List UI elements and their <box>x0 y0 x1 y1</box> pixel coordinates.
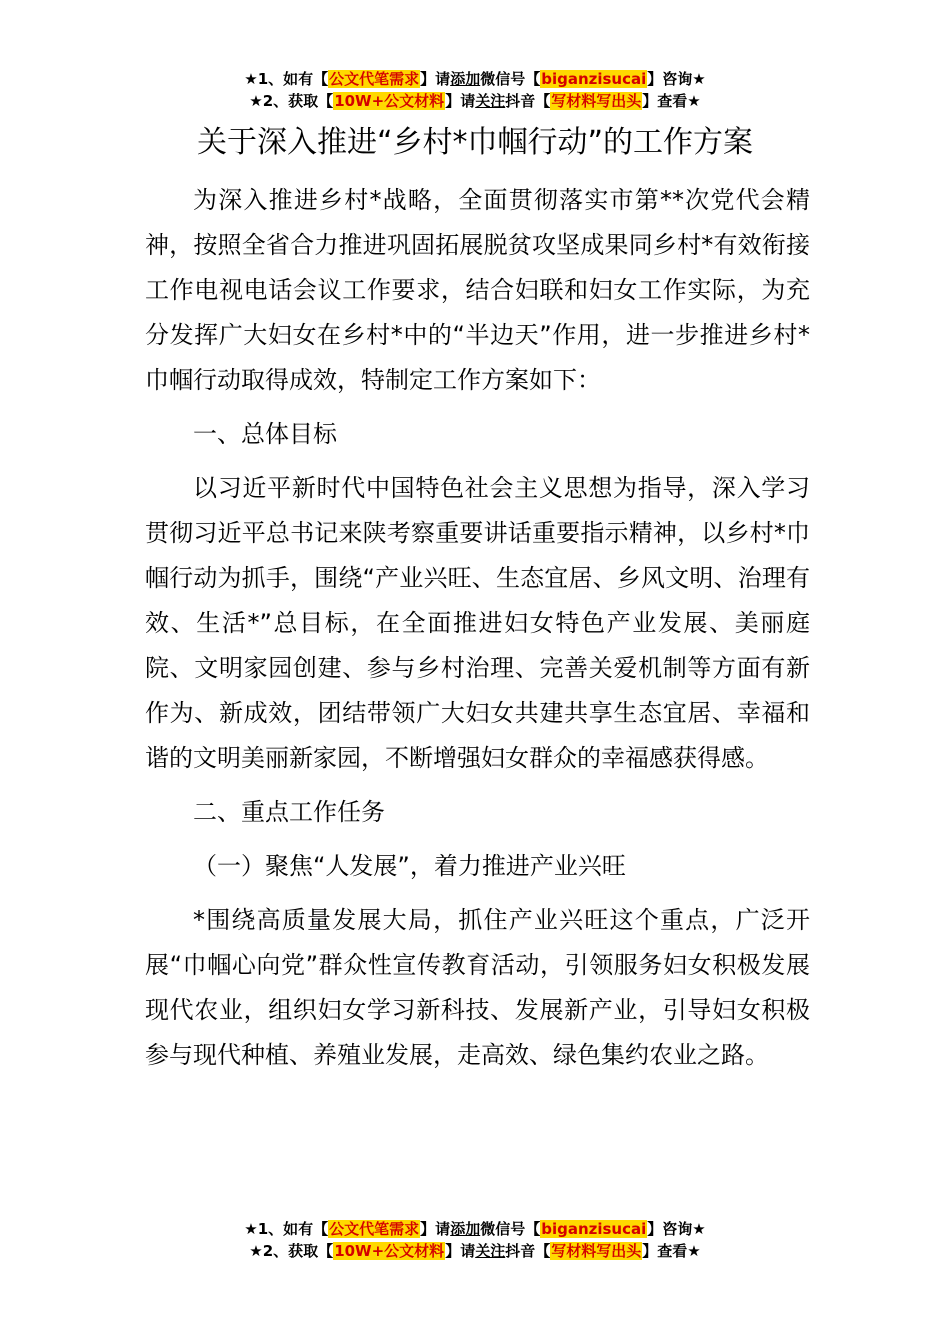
subsection-heading-1: （一）聚焦“人发展”，着力推进产业兴旺 <box>193 852 626 880</box>
notice-line-2: ★2、获取【10W+公文材料】请关注抖音【写材料写出头】查看★ <box>249 92 701 110</box>
top-notice <box>0 68 950 112</box>
notice-highlight: 公文代笔需求 <box>329 70 420 88</box>
section-heading-2: 二、重点工作任务 <box>193 798 385 826</box>
wechat-id: biganzisucai <box>541 1220 647 1238</box>
notice-line-2: ★2、获取【10W+公文材料】请关注抖音【写材料写出头】查看★ <box>249 1242 701 1260</box>
notice-line-1: ★1、如有【公文代笔需求】请添加微信号【biganzisucai】咨询★ <box>244 1220 706 1238</box>
document-title: 关于深入推进“乡村*巾帼行动”的工作方案 <box>196 125 754 160</box>
section-body-1: 以习近平新时代中国特色社会主义思想为指导，深入学习贯彻习近平总书记来陕考察重要讲话重要指示精神，以乡村*巾帼行动为抓手，围绕“产业兴旺、生态宜居、乡风文明、治理有效、生活*”总目标，在全面推进妇女特色产业发展、美丽庭院、文明家园创建、参与乡村治理、完善关爱机制等方面有新作为、新成效，团结带领广大妇女共建共享生态宜居、幸福和谐的文明美丽新家园，不断增强妇女群众的幸福感获得感。 <box>145 474 810 772</box>
subsection-body-1: *围绕高质量发展大局，抓住产业兴旺这个重点，广泛开展“巾帼心向党”群众性宣传教育活动，引领服务妇女积极发展现代农业，组织妇女学习新科技、发展新产业，引导妇女积极参与现代种植、养殖业发展，走高效、绿色集约农业之路。 <box>145 906 810 1069</box>
section-heading-1: 一、总体目标 <box>193 420 337 448</box>
notice-highlight: 10W+公文材料 <box>334 92 445 110</box>
wechat-id: biganzisucai <box>541 70 647 88</box>
notice-line-1: ★1、如有【公文代笔需求】请添加微信号【biganzisucai】咨询★ <box>244 70 706 88</box>
document-body <box>145 178 810 1078</box>
douyin-account: 写材料写出头 <box>551 1242 642 1260</box>
intro-paragraph: 为深入推进乡村*战略，全面贯彻落实市第**次党代会精神，按照全省合力推进巩固拓展脱贫攻坚成果同乡村*有效衔接工作电视电话会议工作要求，结合妇联和妇女工作实际，为充分发挥广大妇女在乡村*中的“半边天”作用，进一步推进乡村*巾帼行动取得成效，特制定工作方案如下： <box>145 186 810 394</box>
notice-highlight: 10W+公文材料 <box>334 1242 445 1260</box>
notice-highlight: 公文代笔需求 <box>329 1220 420 1238</box>
bottom-notice <box>0 1218 950 1262</box>
douyin-account: 写材料写出头 <box>551 92 642 110</box>
